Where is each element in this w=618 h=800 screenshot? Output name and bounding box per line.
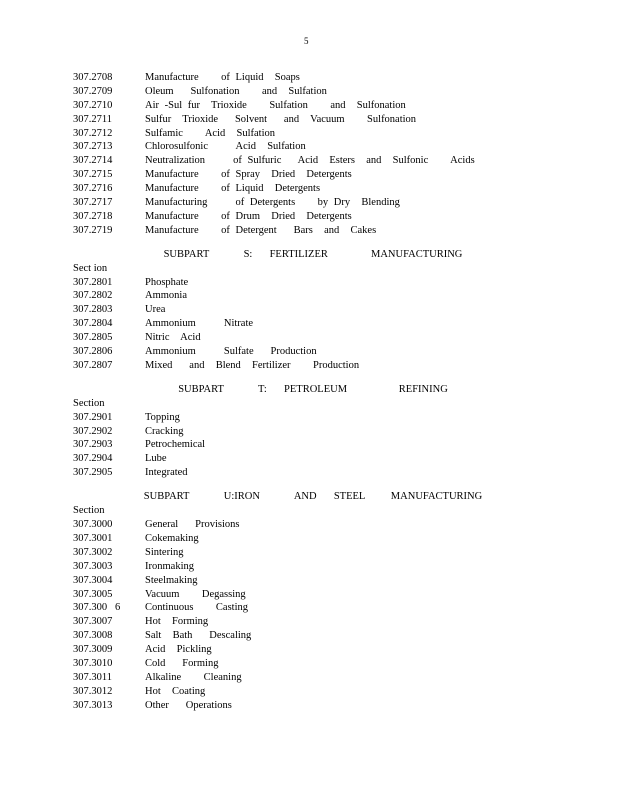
section-number: 307.2713 [73,141,113,153]
section-row [73,196,553,210]
section-number: 307.2801 [73,276,113,288]
section-number: 307.3008 [73,630,113,642]
section-number: 307.2806 [73,346,113,358]
section-title: Steelmaking [145,574,198,586]
section-title: Ammonium Sulfate Production [145,346,317,358]
section-title: Ammonia [145,290,187,302]
section-number: 307.2708 [73,72,113,83]
section-number: 307.3000 [73,519,113,531]
section-title: Sulfamic Acid Sulfation [145,127,275,139]
section-row [73,546,553,560]
section-number: 307.2711 [73,113,112,125]
subpart-heading: SUBPART U:IRON AND STEEL MANUFACTURING [143,491,483,503]
section-title: Phosphate [145,276,189,288]
section-row [73,588,553,602]
section-row [73,643,553,657]
section-row [73,71,553,85]
section-number: 307.2716 [73,183,113,195]
section-number: 307.2718 [73,210,113,222]
section-number: 307.3003 [73,560,113,572]
section-row [73,615,553,629]
section-row [73,411,553,425]
subpart-u [73,490,553,712]
section-number: 307.3011 [73,671,112,683]
section-number: 307.2905 [73,467,113,479]
subpart-heading: SUBPART T: PETROLEUM REFINING [178,383,448,395]
section-number: 307.2804 [73,318,113,330]
section-row [73,182,553,196]
section-title: Chlorosulfonic Acid Sulfation [145,141,306,153]
section-title: Nitric Acid [145,332,201,344]
section-number: 307.2807 [73,359,113,371]
section-title: Continuous Casting [145,602,249,614]
section-row [73,699,553,713]
section-row [73,601,553,615]
section-number: 307.3013 [73,699,113,711]
section-title: General Provisions [145,519,240,531]
section-title: Manufacture of Detergent Bars and Cakes [145,224,377,236]
section-row [73,224,553,238]
section-number: 307.3009 [73,644,113,656]
section-title: Salt Bath Descaling [145,630,252,642]
section-number: 307.2710 [73,99,113,111]
section-row [73,629,553,643]
section-number: 307.2709 [73,85,113,97]
section-column-label: Section [73,397,105,409]
section-number: 307.2903 [73,439,113,451]
subpart-s [73,248,553,373]
section-title: Manufacture of Drum Dried Detergents [145,210,352,222]
section-row [73,210,553,224]
section-number: 307.3004 [73,574,113,586]
section-row [73,289,553,303]
section-row [73,154,553,168]
section-title: Manufacturing of Detergents by Dry Blending [145,197,400,209]
section-number: 307.2904 [73,453,113,465]
section-row [73,317,553,331]
section-row [73,574,553,588]
section-number: 307.2805 [73,332,113,344]
section-row [73,657,553,671]
section-row [73,532,553,546]
section-title: Urea [145,304,166,316]
section-row [73,345,553,359]
section-row [73,113,553,127]
section-row [73,438,553,452]
section-number: 307.3001 [73,532,113,544]
section-number: 307.300 6 [73,602,121,614]
subpart-heading: SUBPART S: FERTILIZER MANUFACTURING [163,248,463,260]
section-title: Other Operations [145,699,232,711]
section-title: Cold Forming [145,657,219,669]
section-title: Petrochemical [145,439,206,451]
section-number: 307.2719 [73,224,113,236]
section-title: Topping [145,411,180,423]
section-row [73,518,553,532]
section-number: 307.2803 [73,304,113,316]
section-title: Air -Sul fur Trioxide Sulfation and Sulfonation [145,99,406,111]
section-title: Manufacture of Liquid Soaps [145,72,300,83]
section-title: Manufacture of Spray Dried Detergents [145,169,352,181]
section-row [73,168,553,182]
section-title: Vacuum Degassing [145,588,246,600]
section-row [73,331,553,345]
section-group-detergents [73,71,553,238]
section-number: 307.2715 [73,169,113,181]
section-row [73,671,553,685]
section-number: 307.3005 [73,588,113,600]
section-number: 307.2902 [73,425,113,437]
section-number: 307.2712 [73,127,113,139]
section-title: Cokemaking [145,532,199,544]
section-listing [73,71,553,713]
section-row [73,359,553,373]
section-row [73,560,553,574]
section-row [73,685,553,699]
section-title: Sulfur Trioxide Solvent and Vacuum Sulfonation [145,113,417,125]
section-title: Oleum Sulfonation and Sulfation [145,85,327,97]
page-number: 5 [304,36,309,46]
spacer [73,373,553,383]
section-row [73,303,553,317]
section-title: Ammonium Nitrate [145,318,254,330]
section-title: Mixed and Blend Fertilizer Production [145,359,360,371]
section-title: Integrated [145,467,188,479]
section-title: Hot Forming [145,616,209,628]
section-row [73,466,553,480]
section-row [73,276,553,290]
section-number: 307.2717 [73,197,113,209]
section-column-label: Sect ion [73,262,108,274]
section-title: Ironmaking [145,560,194,572]
section-number: 307.3012 [73,685,113,697]
section-title: Alkaline Cleaning [145,671,242,683]
section-row [73,85,553,99]
section-number: 307.3010 [73,657,113,669]
section-column-label: Section [73,505,105,517]
section-number: 307.3002 [73,546,113,558]
section-number: 307.2714 [73,155,113,167]
subpart-t [73,383,553,480]
spacer [73,238,553,248]
section-title: Neutralization of Sulfuric Acid Esters and Sulfonic Acids [145,155,475,167]
section-title: Manufacture of Liquid Detergents [145,183,321,195]
section-row [73,452,553,466]
section-number: 307.3007 [73,616,113,628]
section-row [73,99,553,113]
section-title: Cracking [145,425,184,437]
section-title: Acid Pickling [145,644,212,656]
section-title: Hot Coating [145,685,206,697]
section-row [73,425,553,439]
section-row [73,127,553,141]
section-row [73,140,553,154]
section-number: 307.2901 [73,411,113,423]
spacer [73,480,553,490]
section-title: Lube [145,453,167,465]
section-title: Sintering [145,546,184,558]
section-number: 307.2802 [73,290,113,302]
